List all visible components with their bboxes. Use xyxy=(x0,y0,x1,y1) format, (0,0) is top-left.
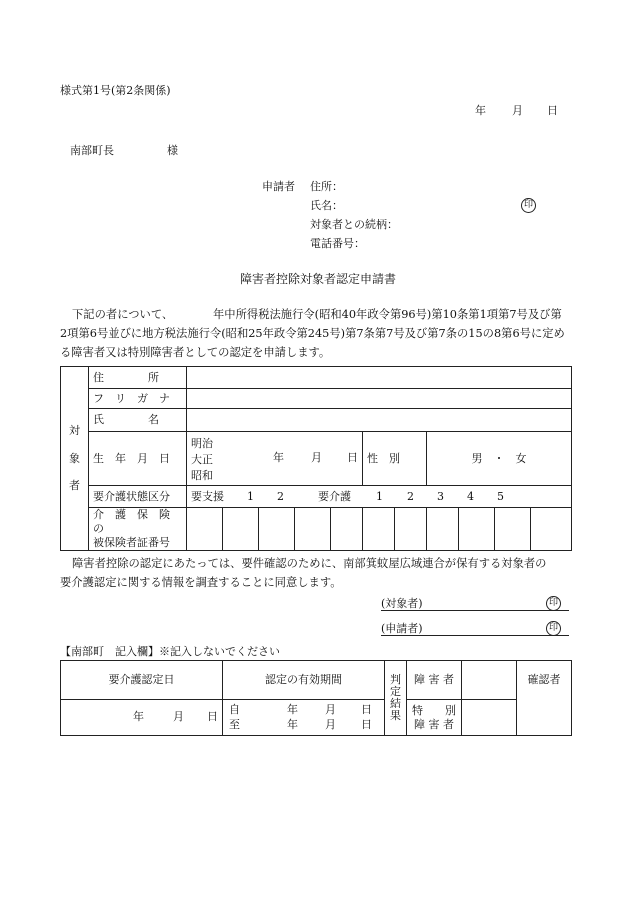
applicant-name-label: 氏名： xyxy=(310,199,343,212)
insurance-digit-cell[interactable] xyxy=(459,508,495,551)
applicant-seal-icon: 印 xyxy=(521,198,536,213)
special-disabled-header xyxy=(407,700,462,736)
period-from-year: 年 xyxy=(287,703,298,716)
date-month-label: 月 xyxy=(512,104,523,117)
side-char-3: 者 xyxy=(69,479,80,493)
applicant-label: 申請者 xyxy=(262,180,295,193)
period-from-month: 月 xyxy=(325,703,336,716)
intro-line1-a: 下記の者について、 xyxy=(72,308,174,321)
era-list xyxy=(191,436,213,484)
confirmer-header: 確認者 xyxy=(517,661,572,736)
intro-line1-b: 年中所得税法施行令(昭和40年政令第96号)第10条第1項第7号及び第 xyxy=(213,308,562,321)
applicant-signature-label: (申請者) xyxy=(381,622,423,635)
document-title: 障害者控除対象者認定申請書 xyxy=(240,272,397,286)
address-field[interactable] xyxy=(187,367,572,389)
applicant-consent-seal-icon: 印 xyxy=(546,621,561,636)
insurance-digit-cell[interactable] xyxy=(495,508,531,551)
addressee-name: 南部町長 xyxy=(70,144,114,157)
period-to-month: 月 xyxy=(325,718,336,731)
validity-period-cell xyxy=(223,700,385,736)
care-level-2[interactable]: 2 xyxy=(407,490,414,503)
date-year-label: 年 xyxy=(475,104,486,117)
cert-date-cell xyxy=(61,700,223,736)
subject-table xyxy=(60,366,572,551)
insurance-digit-cell[interactable] xyxy=(363,508,395,551)
date-day-label: 日 xyxy=(547,104,558,117)
applicant-address-label: 住所： xyxy=(310,180,343,193)
support-level-2[interactable]: 2 xyxy=(277,490,284,503)
furigana-label: フ リ ガ ナ xyxy=(89,389,187,409)
special-line2: 障 害 者 xyxy=(414,717,454,731)
insurance-digit-cell[interactable] xyxy=(531,508,572,551)
subject-side-label xyxy=(61,367,89,551)
care-level-3[interactable]: 3 xyxy=(437,490,444,503)
insurance-digit-cell[interactable] xyxy=(259,508,295,551)
era-meiji: 明治 xyxy=(191,437,213,450)
care-level-4[interactable]: 4 xyxy=(467,490,474,503)
era-showa: 昭和 xyxy=(191,469,213,482)
side-char-2: 象 xyxy=(69,451,80,465)
special-line1: 特 別 xyxy=(412,703,456,717)
addressee-honorific: 様 xyxy=(167,144,178,157)
applicant-phone-label: 電話番号： xyxy=(310,237,365,250)
insurance-digit-cell[interactable] xyxy=(187,508,223,551)
birth-day-label: 日 xyxy=(347,451,358,464)
era-taisho: 大正 xyxy=(191,453,213,466)
intro-line3: る障害者又は特別障害者としての認定を申請します。 xyxy=(60,346,331,359)
subject-seal-icon: 印 xyxy=(546,596,561,611)
sex-label: 性 別 xyxy=(363,432,427,486)
care-level-label: 要介護状態区分 xyxy=(89,486,187,508)
result-char-1: 判 xyxy=(390,673,401,686)
care-level-1[interactable]: 1 xyxy=(376,490,383,503)
support-level-1[interactable]: 1 xyxy=(247,490,254,503)
office-use-table xyxy=(60,660,572,736)
period-to-label: 至 xyxy=(229,718,240,731)
care-level-5[interactable]: 5 xyxy=(497,490,504,503)
applicant-relation-label: 対象者との続柄： xyxy=(310,218,398,231)
period-to-year: 年 xyxy=(287,718,298,731)
cert-year-label: 年 xyxy=(133,710,144,723)
form-number: 様式第1号(第2条関係) xyxy=(60,84,171,97)
birth-year-label: 年 xyxy=(273,451,284,464)
cert-month-label: 月 xyxy=(173,710,184,723)
insurance-digit-cell[interactable] xyxy=(295,508,331,551)
consent-line2: 要介護認定に関する情報を調査することに同意します。 xyxy=(60,576,342,589)
special-disabled-check-cell xyxy=(462,700,517,736)
side-char-1: 対 xyxy=(69,423,80,437)
insurance-number-label xyxy=(89,508,187,551)
subject-signature-label: (対象者) xyxy=(381,597,423,610)
care-label: 要介護 xyxy=(318,490,351,503)
insurance-digit-cell[interactable] xyxy=(427,508,459,551)
name-field[interactable] xyxy=(187,409,572,432)
result-char-4: 果 xyxy=(390,709,401,722)
result-header xyxy=(385,661,407,736)
cert-date-header: 要介護認定日 xyxy=(61,661,223,700)
result-char-3: 結 xyxy=(390,697,401,710)
insurance-digit-cell[interactable] xyxy=(331,508,363,551)
period-from-label: 自 xyxy=(229,703,240,716)
furigana-field[interactable] xyxy=(187,389,572,409)
period-from-day: 日 xyxy=(361,703,372,716)
disabled-check-cell xyxy=(462,661,517,700)
consent-line1: 障害者控除の認定にあたっては、要件確認のために、南部箕蚊屋広域連合が保有する対象者の xyxy=(72,557,547,570)
address-label: 住 所 xyxy=(89,367,187,389)
office-section-heading: 【南部町 記入欄】※記入しないでください xyxy=(60,645,280,658)
birth-month-label: 月 xyxy=(311,451,322,464)
name-label: 氏 名 xyxy=(89,409,187,432)
period-to-day: 日 xyxy=(361,718,372,731)
sex-options[interactable]: 男 ・ 女 xyxy=(427,432,572,486)
care-level-field[interactable] xyxy=(187,486,572,508)
intro-line2: 2項第6号並びに地方税法施行令(昭和25年政令第245号)第7条第7号及び第7条の15の8第6号に定め xyxy=(60,327,565,340)
support-label: 要支援 xyxy=(191,490,224,503)
validity-period-header: 認定の有効期間 xyxy=(223,661,385,700)
disabled-header: 障 害 者 xyxy=(407,661,462,700)
cert-day-label: 日 xyxy=(207,710,218,723)
insurance-digit-cell[interactable] xyxy=(395,508,427,551)
insurance-digit-cell[interactable] xyxy=(223,508,259,551)
insurance-label-line1: 介 護 保 険 の xyxy=(93,508,181,535)
birth-date-label: 生 年 月 日 xyxy=(89,432,187,486)
result-char-2: 定 xyxy=(390,685,401,698)
birth-date-field[interactable] xyxy=(187,432,363,486)
insurance-label-line2: 被保険者証番号 xyxy=(93,536,170,549)
